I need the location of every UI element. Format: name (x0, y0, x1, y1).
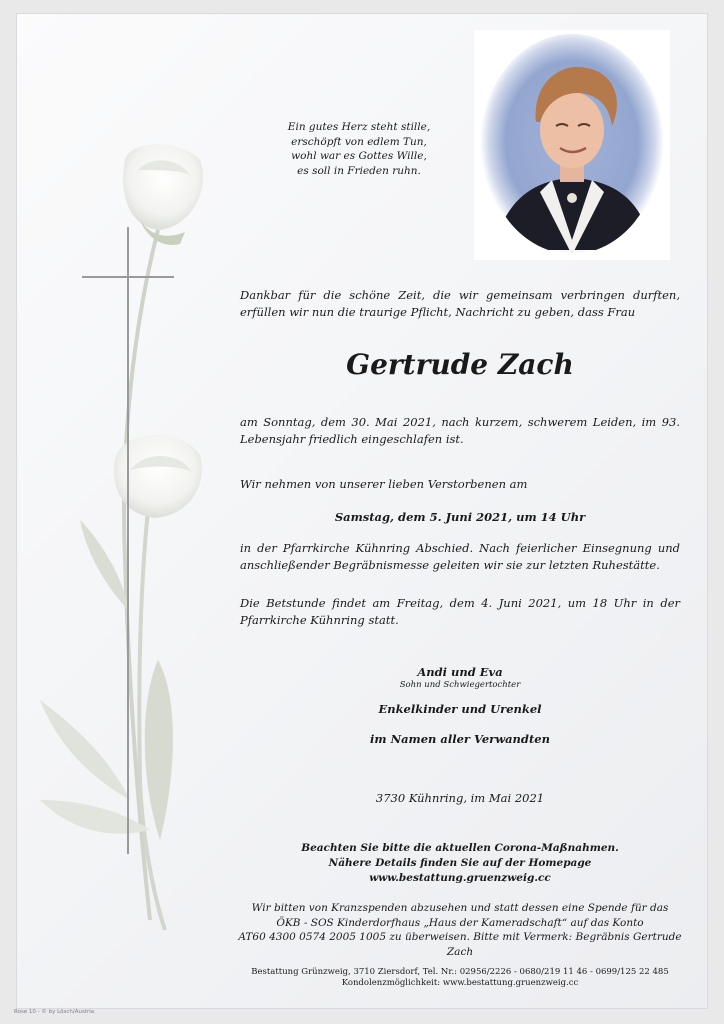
relatives: im Namen aller Verwandten (370, 732, 550, 746)
cross-horizontal-line (82, 276, 174, 278)
corona-line: Nähere Details finden Sie auf der Homepage www.bestattung.gruenzweig.cc (328, 857, 592, 884)
intro-text: Dankbar für die schöne Zeit, die wir gemeinsam verbringen durften, erfüllen wir nun die traurige Pflicht, Nachricht zu geben, dass Frau (240, 288, 680, 319)
footer-contact: Bestattung Grünzweig, 3710 Ziersdorf, Tel. Nr.: 02956/2226 - 0680/219 11 46 - 0699/125 22 485 (251, 967, 669, 977)
verse-line: es soll in Frieden ruhn. (297, 164, 421, 177)
funeral-date: Samstag, dem 5. Juni 2021, um 14 Uhr (334, 510, 586, 524)
farewell-intro: Wir nehmen von unserer lieben Verstorbenen am (240, 477, 528, 491)
white-roses-illustration (40, 140, 240, 940)
portrait-photo (474, 30, 670, 260)
donation-notice (225, 901, 695, 959)
mourner-relation: Sohn und Schwiegertochter (399, 680, 521, 690)
footer-condolence: Kondolenzmöglichkeit: www.bestattung.gruenzweig.cc (341, 978, 579, 988)
image-credit: Rose 10 - © by Lösch/Austria (14, 1009, 95, 1015)
donation-line: Wir bitten von Kranzspenden abzusehen und statt dessen eine Spende für das (251, 902, 669, 914)
verse-line: Ein gutes Herz steht stille, (287, 121, 431, 133)
death-notice: am Sonntag, dem 30. Mai 2021, nach kurzem, schwerem Leiden, im 93. Lebensjahr friedlich eingeschlafen ist. (240, 415, 680, 446)
memorial-verse (254, 120, 464, 178)
verse-line: wohl war es Gottes Wille, (291, 150, 427, 162)
mourner-names: Andi und Eva (417, 665, 503, 679)
deceased-name: Gertrude Zach (346, 348, 574, 381)
place-and-date: 3730 Kühnring, im Mai 2021 (375, 791, 545, 805)
prayer-hour: Die Betstunde findet am Freitag, dem 4. Juni 2021, um 18 Uhr in der Pfarrkirche Kühnring statt. (240, 596, 680, 627)
corona-notice (240, 841, 680, 886)
donation-line: ÖKB - SOS Kinderdorfhaus „Haus der Kameradschaft“ auf das Konto (276, 916, 644, 929)
funeral-home-footer (225, 967, 695, 989)
corona-line: Beachten Sie bitte die aktuellen Corona-Maßnahmen. (301, 842, 619, 854)
verse-line: erschöpft von edlem Tun, (291, 135, 427, 148)
funeral-details: in der Pfarrkirche Kühnring Abschied. Nach feierlicher Einsegnung und anschließender Begräbnismesse geleiten wir sie zur letzten Ruhestätte. (240, 541, 680, 572)
rose-top (123, 144, 203, 245)
grandchildren: Enkelkinder und Urenkel (378, 702, 542, 716)
cross-vertical-line (127, 227, 129, 854)
donation-line: AT60 4300 0574 2005 1005 zu überweisen. Bitte mit Vermerk: Begräbnis Gertrude Zach (238, 931, 682, 958)
